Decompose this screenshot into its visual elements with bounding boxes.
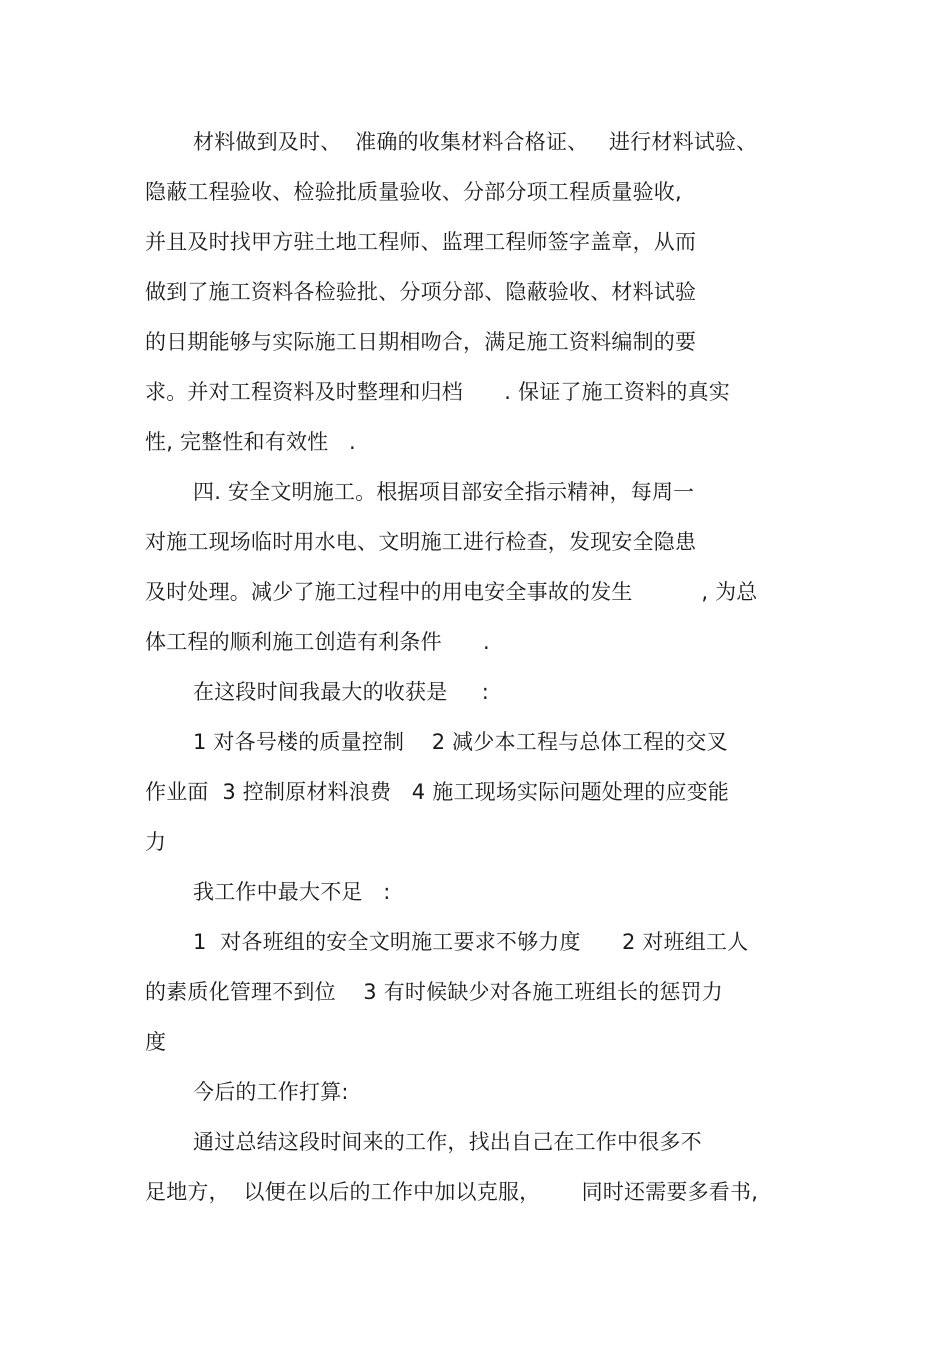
paragraph-line: 通过总结这段时间来的工作，找出自己在工作中很多不 <box>193 1130 702 1154</box>
paragraph-line: 在这段时间我最大的收获是 : <box>193 680 490 704</box>
paragraph-line: 做到了施工资料各检验批、分项分部、隐蔽验收、材料试验 <box>145 280 697 304</box>
paragraph-line: 材料做到及时、 准确的收集材料合格证、 进行材料试验、 <box>193 130 758 154</box>
section-heading-line: 四. 安全文明施工。根据项目部安全指示精神，每周一 <box>193 480 695 504</box>
paragraph-line: 并且及时找甲方驻土地工程师、监理工程师签字盖章，从而 <box>145 230 697 254</box>
paragraph-line: 对施工现场临时用水电、文明施工进行检查，发现安全隐患 <box>145 530 697 554</box>
list-line: 的素质化管理不到位 3 有时候缺少对各施工班组长的惩罚力 <box>145 980 723 1004</box>
paragraph-line: 求。并对工程资料及时整理和归档 . 保证了施工资料的真实 <box>145 380 730 404</box>
paragraph-line: 隐蔽工程验收、检验批质量验收、分部分项工程质量验收, <box>145 180 682 204</box>
paragraph-line: 体工程的顺利施工创造有利条件 . <box>145 630 490 654</box>
list-line: 1 对各号楼的质量控制 2 减少本工程与总体工程的交叉 <box>193 730 728 754</box>
paragraph-line: 的日期能够与实际施工日期相吻合，满足施工资料编制的要 <box>145 330 697 354</box>
list-line: 力 <box>145 830 167 854</box>
paragraph-line: 性, 完整性和有效性 . <box>145 430 356 454</box>
list-line: 度 <box>145 1030 167 1054</box>
list-line: 作业面 3 控制原材料浪费 4 施工现场实际问题处理的应变能 <box>145 780 730 804</box>
paragraph-line: 足地方， 以便在以后的工作中加以克服， 同时还需要多看书, <box>145 1180 759 1204</box>
paragraph-line: 今后的工作打算: <box>193 1080 349 1104</box>
list-line: 1 对各班组的安全文明施工要求不够力度 2 对班组工人 <box>193 930 749 954</box>
paragraph-line: 我工作中最大不足 : <box>193 880 391 904</box>
paragraph-line: 及时处理。减少了施工过程中的用电安全事故的发生 , 为总 <box>145 580 758 604</box>
